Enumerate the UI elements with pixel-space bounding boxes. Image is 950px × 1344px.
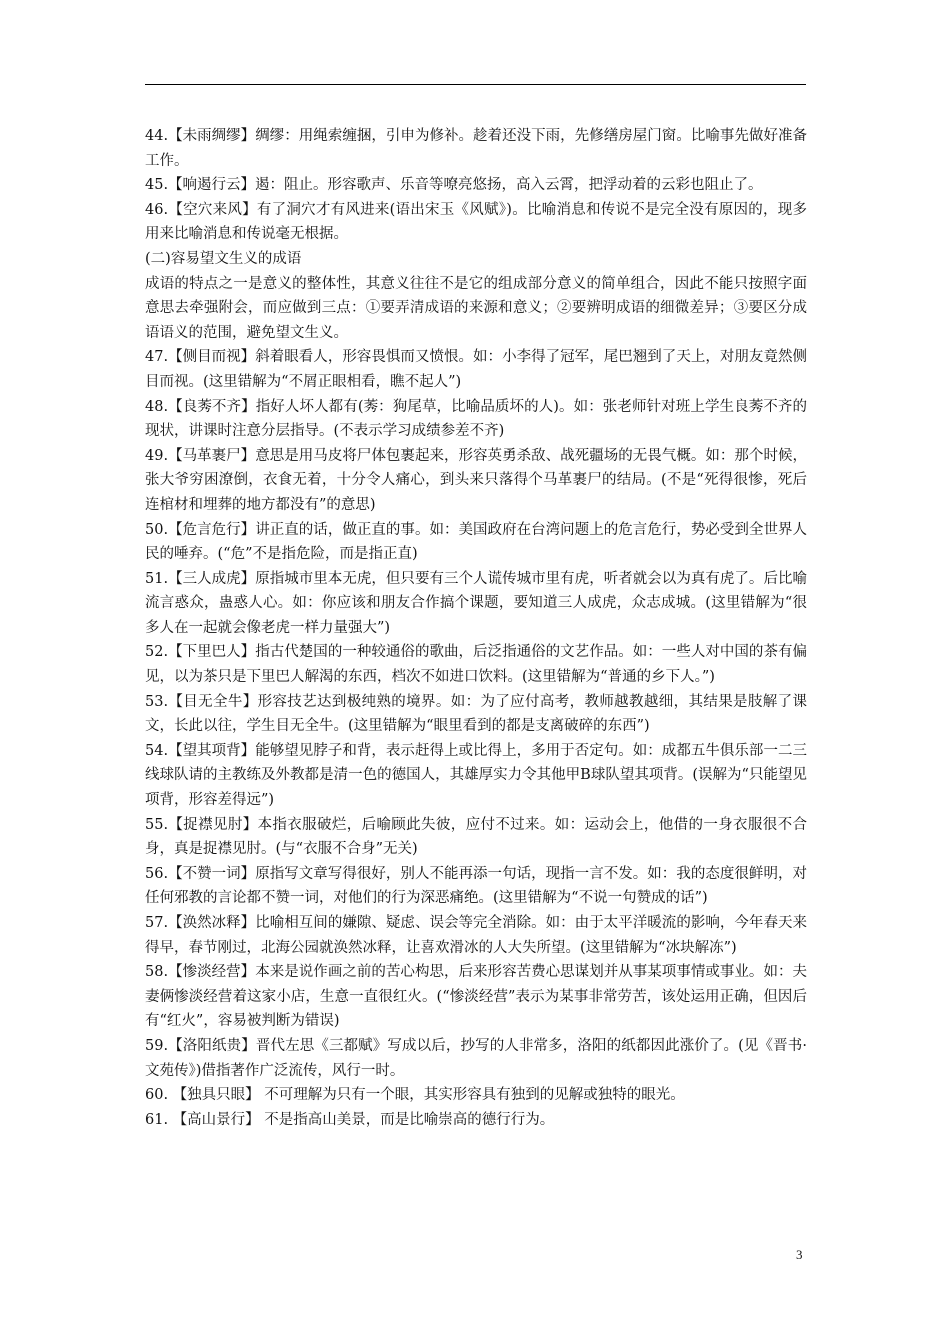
paragraph-59: 59.【洛阳纸贵】晋代左思《三都赋》写成以后，抄写的人非常多，洛阳的纸都因此涨价了。(见《晋书·文苑传》)借指著作广泛流传，风行一时。	[145, 1037, 807, 1079]
section-heading: (二)容易望文生义的成语	[145, 250, 302, 267]
paragraph-52: 52.【下里巴人】指古代楚国的一种较通俗的歌曲，后泛指通俗的文艺作品。如：一些人对中国的茶有偏见，以为茶只是下里巴人解渴的东西，档次不如进口饮料。(这里错解为“普通的乡下人。”)	[145, 644, 807, 686]
paragraph-46: 46.【空穴来风】有了洞穴才有风进来(语出宋玉《风赋》)。比喻消息和传说不是完全没有原因的，现多用来比喻消息和传说毫无根据。	[145, 201, 807, 243]
paragraph-47: 47.【侧目而视】斜着眼看人，形容畏惧而又愤恨。如：小李得了冠军，尾巴翘到了天上，对朋友竟然侧目而视。(这里错解为“不屑正眼相看，瞧不起人”)	[145, 349, 807, 390]
paragraph-60: 60. 【独具只眼】 不可理解为只有一个眼，其实形容具有独到的见解或独特的眼光。	[145, 1087, 685, 1104]
body-text	[145, 124, 807, 1132]
paragraph-53: 53.【目无全牛】形容技艺达到极纯熟的境界。如：为了应付高考，教师越教越细，其结果是肢解了课文，长此以往，学生目无全牛。(这里错解为“眼里看到的都是支离破碎的东西”)	[145, 693, 807, 735]
paragraph-48: 48.【良莠不齐】指好人坏人都有(莠：狗尾草，比喻品质坏的人)。如：张老师针对班上学生良莠不齐的现状，讲课时注意分层指导。(不表示学习成绩参差不齐)	[145, 398, 807, 440]
paragraph-51: 51.【三人成虎】原指城市里本无虎，但只要有三个人谎传城市里有虎，听者就会以为真有虎了。后比喻流言惑众，蛊惑人心。如：你应该和朋友合作搞个课题，要知道三人成虎，众志成城。(这里错解为“很多人在一起就会像老虎一样力量强大”)	[145, 570, 807, 636]
section-intro: 成语的特点之一是意义的整体性，其意义往往不是它的组成部分意义的简单组合，因此不能只按照字面意思去牵强附会，而应做到三点：①要弄清成语的来源和意义；②要辨明成语的细微差异；③要区分成语语义的范围，避免望文生义。	[145, 275, 807, 341]
page-number: 3	[796, 1247, 803, 1262]
header-rule	[145, 84, 806, 85]
paragraph-45: 45.【响遏行云】遏：阻止。形容歌声、乐音等嘹亮悠扬，高入云霄，把浮动着的云彩也阻止了。	[145, 177, 763, 194]
paragraph-57: 57.【涣然冰释】比喻相互间的嫌隙、疑虑、误会等完全消除。如：由于太平洋暖流的影响，今年春天来得早，春节刚过，北海公园就涣然冰释，让喜欢滑冰的人大失所望。(这里错解为“冰块解冻”)	[145, 915, 807, 956]
paragraph-54: 54.【望其项背】能够望见脖子和背，表示赶得上或比得上，多用于否定句。如：成都五牛俱乐部一二三线球队请的主教练及外教都是清一色的德国人，其雄厚实力令其他甲B球队望其项背。(误解为“只能望见项背，形容差得远”)	[145, 742, 807, 809]
paragraph-55: 55.【捉襟见肘】本指衣服破烂，后喻顾此失彼，应付不过来。如：运动会上，他借的一身衣服很不合身，真是捉襟见肘。(与“衣服不合身”无关)	[145, 816, 807, 858]
paragraph-58: 58.【惨淡经营】本来是说作画之前的苦心构思，后来形容苦费心思谋划并从事某项事情或事业。如：夫妻俩惨淡经营着这家小店，生意一直很红火。(“惨淡经营”表示为某事非常劳苦，该处运用正确，但因后有“红火”，容易被判断为错误)	[145, 964, 807, 1030]
paragraph-49: 49.【马革裹尸】意思是用马皮将尸体包裹起来，形容英勇杀敌、战死疆场的无畏气概。如：那个时候，张大爷穷困潦倒，衣食无着，十分令人痛心，到头来只落得个马革裹尸的结局。(不是“死得很惨，死后连棺材和埋葬的地方都没有”的意思)	[145, 447, 807, 513]
paragraph-50: 50.【危言危行】讲正直的话，做正直的事。如：美国政府在台湾问题上的危言危行，势必受到全世界人民的唾弃。(“危”不是指危险，而是指正直)	[145, 521, 807, 563]
paragraph-61: 61. 【高山景行】 不是指高山美景，而是比喻崇高的德行行为。	[145, 1111, 555, 1128]
paragraph-44: 44.【未雨绸缪】绸缪：用绳索缠捆，引申为修补。趁着还没下雨，先修缮房屋门窗。比喻事先做好准备工作。	[145, 128, 807, 169]
paragraph-56: 56.【不赞一词】原指写文章写得很好，别人不能再添一句话，现指一言不发。如：我的态度很鲜明，对任何邪教的言论都不赞一词，对他们的行为深恶痛绝。(这里错解为“不说一句赞成的话”)	[145, 865, 807, 907]
